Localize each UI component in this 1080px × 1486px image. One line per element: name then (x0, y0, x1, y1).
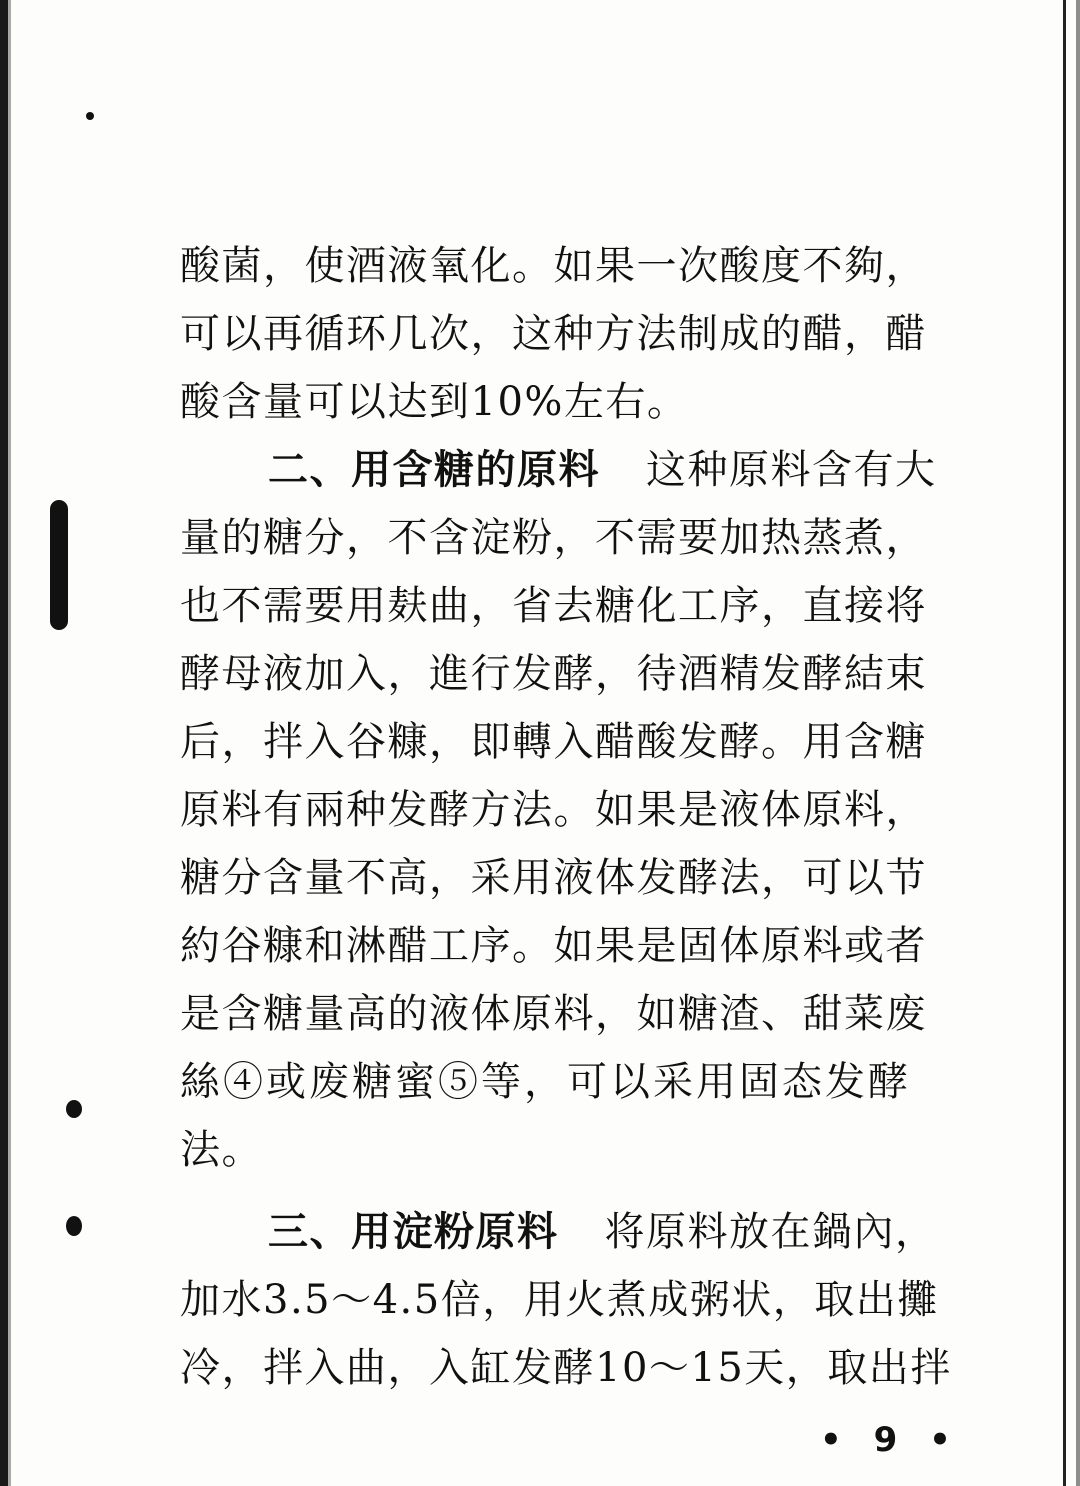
text-line: 是含糖量高的液体原料，如糖渣、甜菜废 (180, 991, 927, 1037)
text-line: 約谷糠和淋醋工序。如果是固体原料或者 (180, 923, 927, 969)
page-edge-right-shadow (1076, 0, 1080, 1486)
page-edge-left-shadow (8, 0, 11, 1486)
section-heading: 三、用淀粉原料 (268, 1209, 559, 1255)
text-line: 絲④或废糖蜜⑤等，可以采用固态发酵 (180, 1059, 911, 1105)
page-edge-right (1063, 0, 1066, 1486)
text-line: 法。 (180, 1127, 263, 1173)
body-text (180, 232, 970, 1402)
text-line: 酸含量可以达到10%左右。 (180, 379, 689, 425)
text-line: 可以再循环几次，这种方法制成的醋，醋 (180, 311, 927, 357)
text-line: 加水3.5～4.5倍，用火煮成粥状，取出攤 (180, 1277, 939, 1323)
text-fragment: 这种原料含有大 (646, 447, 937, 493)
binding-hole (66, 1216, 82, 1236)
text-line: 原料有兩种发酵方法。如果是液体原料， (180, 787, 927, 833)
binding-hole (66, 1100, 82, 1118)
text-line: 糖分含量不高，采用液体发酵法，可以节 (180, 855, 927, 901)
text-line: 量的糖分，不含淀粉，不需要加热蒸煮， (180, 515, 927, 561)
page-number: • 9 • (820, 1420, 961, 1460)
text-fragment: 将原料放在鍋內， (604, 1209, 937, 1255)
text-line: 酵母液加入，進行发酵，待酒精发酵結束 (180, 651, 927, 697)
text-line: 也不需要用麸曲，省去糖化工序，直接将 (180, 583, 927, 629)
text-line: 酸菌，使酒液氧化。如果一次酸度不夠， (180, 243, 927, 289)
binding-mark (50, 500, 68, 630)
page-edge-left (0, 0, 8, 1486)
section-heading-line (180, 436, 970, 504)
paragraph-gap (180, 1184, 970, 1198)
scan-dot (86, 112, 94, 120)
text-line: 后，拌入谷糠，即轉入醋酸发酵。用含糖 (180, 719, 927, 765)
text-line: 冷，拌入曲，入缸发酵10～15天，取出拌 (180, 1345, 952, 1391)
section-heading: 二、用含糖的原料 (268, 447, 600, 493)
section-heading-line (180, 1198, 970, 1266)
